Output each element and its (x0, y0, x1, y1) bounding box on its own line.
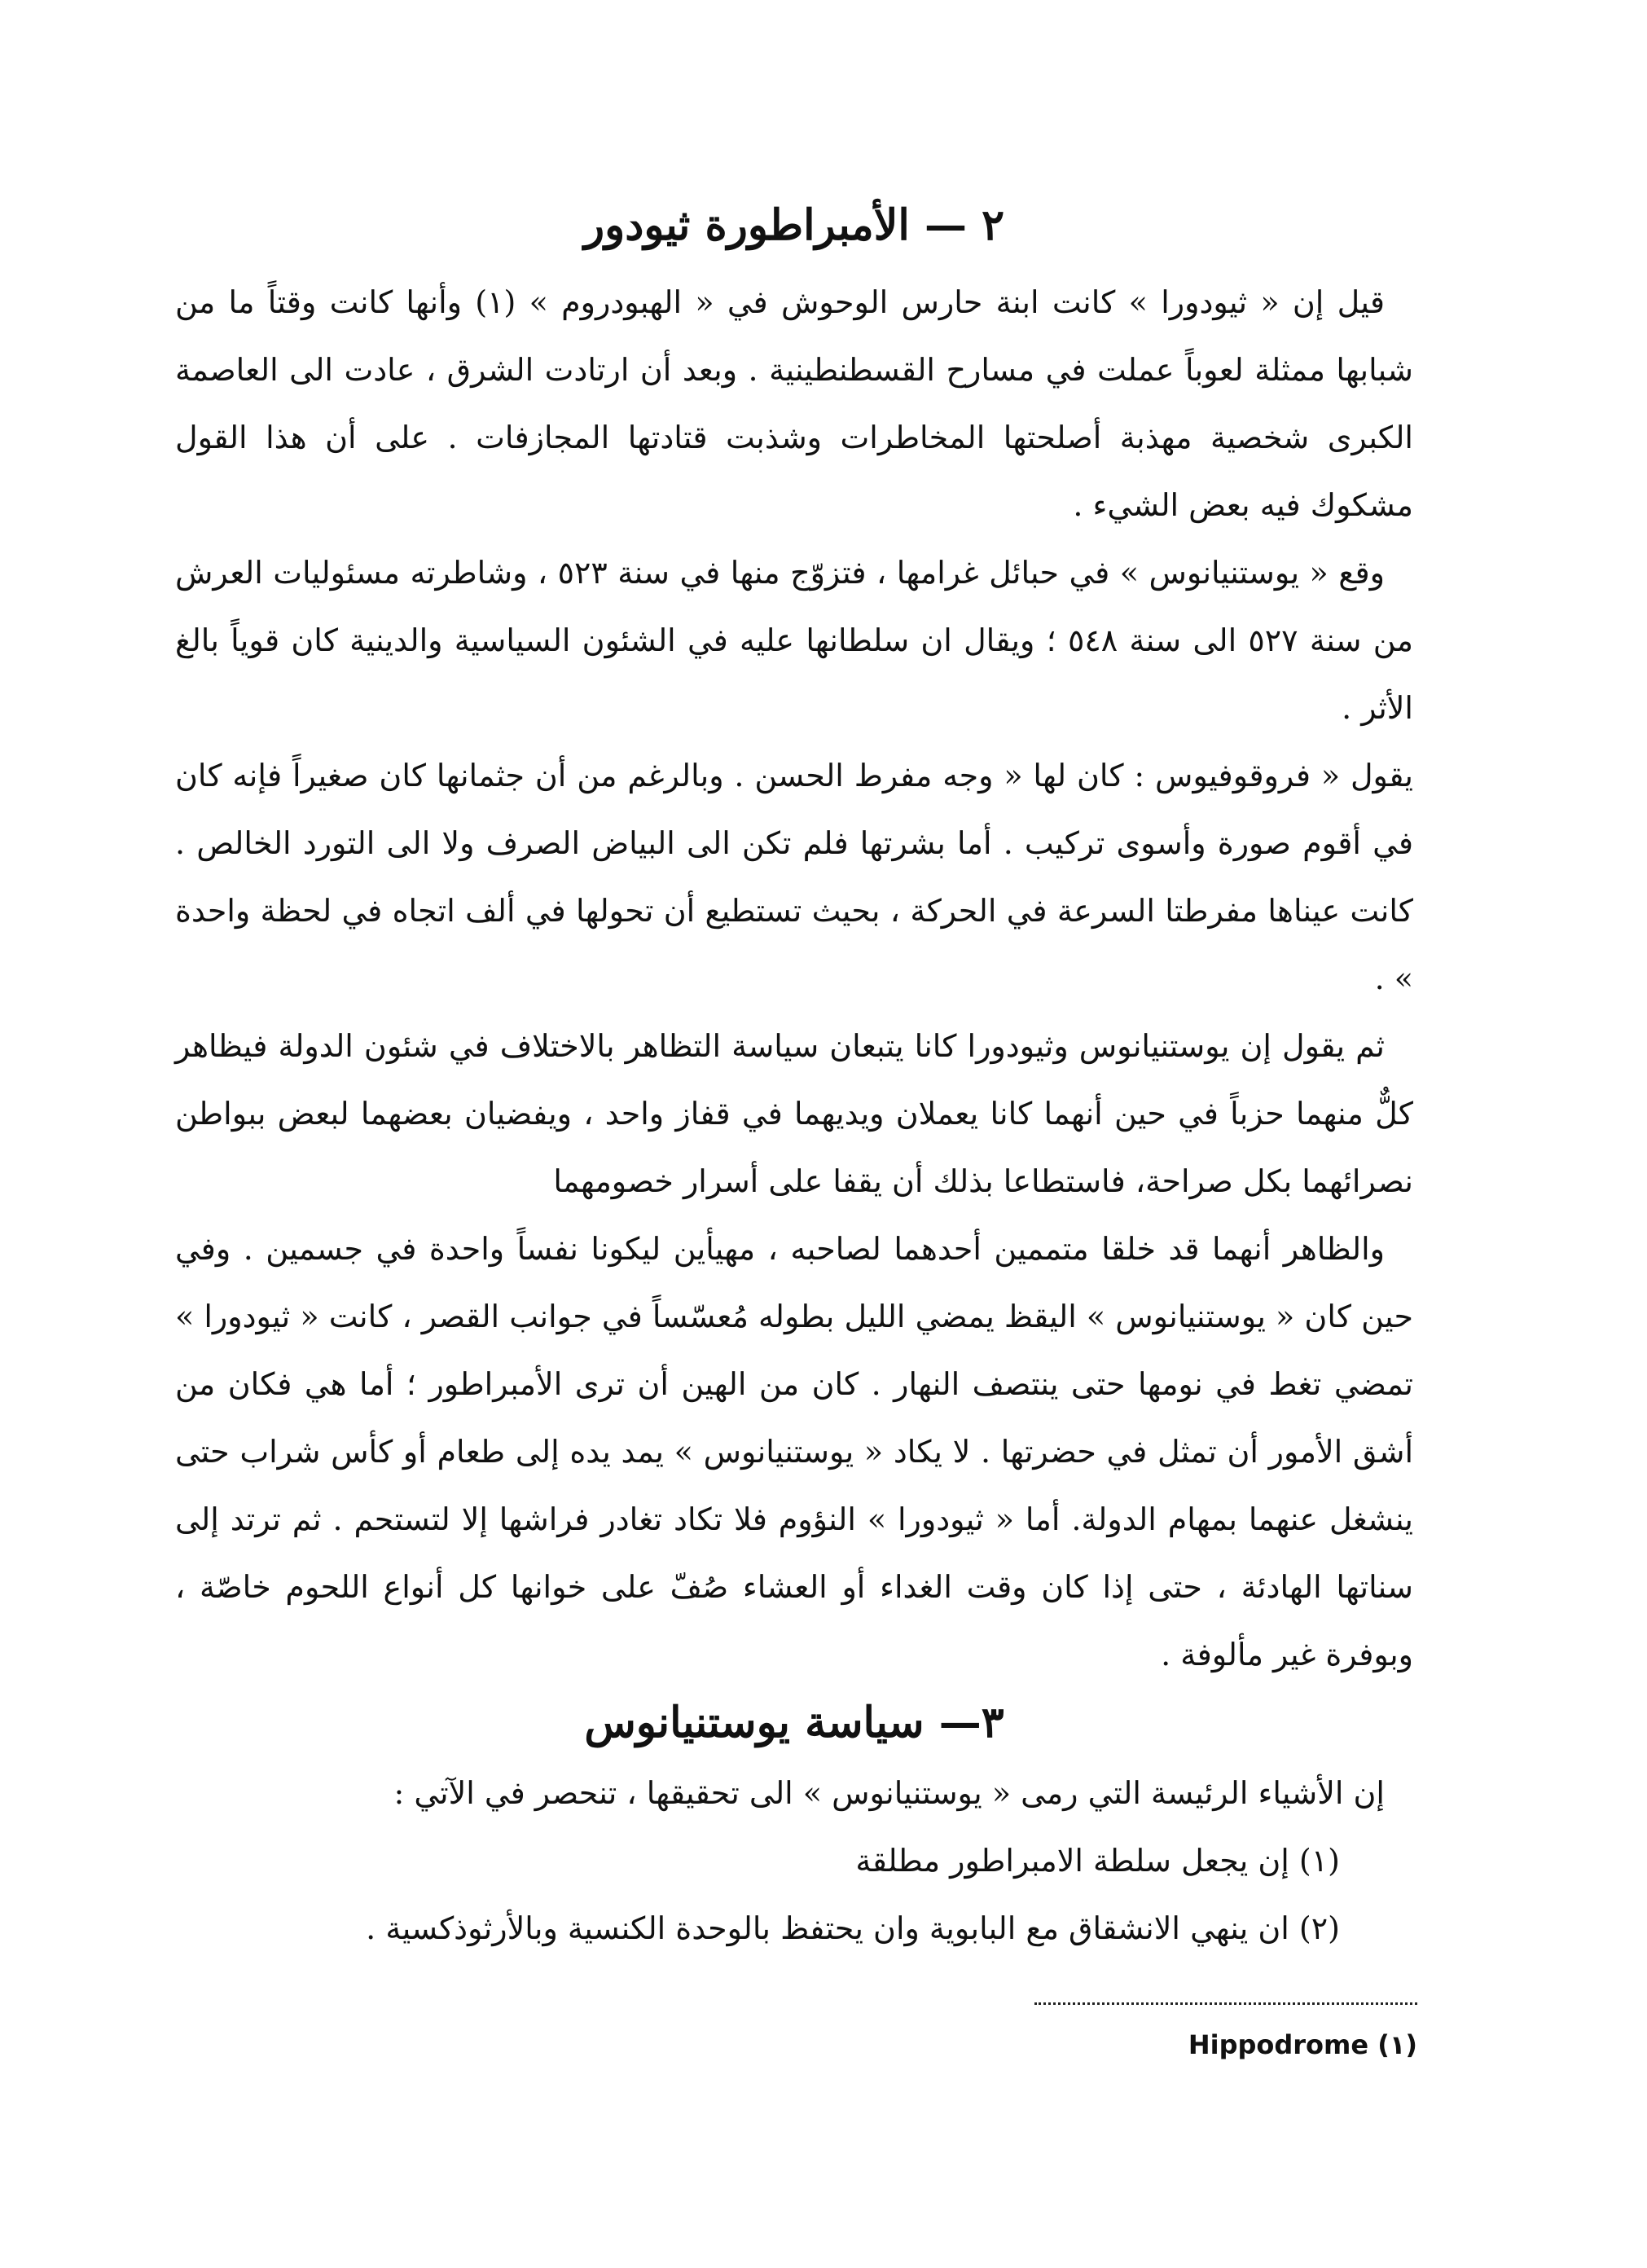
list-item-2: (٢) ان ينهي الانشقاق مع البابوية وان يحتفظ بالوحدة الكنسية وبالأرثوذكسية . (366, 1910, 1340, 1946)
list-item-1: (١) إن يجعل سلطة الامبراطور مطلقة (855, 1843, 1340, 1879)
paragraph-marriage: وقع « يوستنيانوس » في حبائل غرامها ، فتزوّج منها في سنة ٥٢٣ ، وشاطرته مسئوليات العرش من سنة ٥٢٧ الى سنة ٥٤٨ ؛ ويقال ان سلطانها عليه في الشئون السياسية والدينية كان قوياً بالغ الأثر . (175, 555, 1414, 726)
section-2-heading: ٢ — الأمبراطورة ثيودور (583, 200, 1005, 250)
footnote-divider (1034, 2002, 1417, 2005)
paragraph-procopius-quote: يقول « فروقوفيوس : كان لها « وجه مفرط الحسن . وبالرغم من أن جثمانها كان صغيراً فإنه كان في أقوم صورة وأسوى تركيب . أما بشرتها فلم تكن الى البياض الصرف ولا الى التورد الخالص . كانت عيناها مفرطتا السرعة في الحركة ، بحيث تستطيع أن تحولها في ألف اتجاه في لحظة واحدة » . (175, 758, 1413, 996)
section-3-heading: ٣— سياسة يوستنيانوس (584, 1698, 1004, 1747)
footnote-hippodrome: Hippodrome (١) (1188, 2029, 1417, 2060)
section-2-body (175, 269, 1413, 1689)
paragraph-complementary-couple: والظاهر أنهما قد خلقا متممين أحدهما لصاحبه ، مهيأين ليكونا نفساً واحدة في جسمين . وفي حين كان « يوستنيانوس » اليقظ يمضي الليل بطوله مُعسّساً في جوانب القصر ، كانت « ثيودورا » تمضي تغط في نومها حتى ينتصف النهار . كان من الهين أن ترى الأمبراطور ؛ أما هي فكان من أشق الأمور أن تمثل في حضرتها . لا يكاد « يوستنيانوس » يمد يده إلى طعام أو كأس شراب حتى ينشغل عنهما بمهام الدولة. أما « ثيودورا » النؤوم فلا تكاد تغادر فراشها إلا لتستحم . ثم ترتد إلى سناتها الهادئة ، حتى إذا كان وقت الغداء أو العشاء صُفّ على خوانها كل أنواع اللحوم خاصّة ، وبوفرة غير مألوفة . (175, 1231, 1413, 1672)
paragraph-theodora-origin: قيل إن « ثيودورا » كانت ابنة حارس الوحوش في « الهبودروم » (١) وأنها كانت وقتاً ما من شبابها ممثلة لعوباً عملت في مسارح القسطنطينية . وبعد أن ارتادت الشرق ، عادت الى العاصمة الكبرى شخصية مهذبة أصلحتها المخاطرات وشذبت قتادتها المجازفات . على أن هذا القول مشكوك فيه بعض الشيء . (175, 284, 1413, 523)
section-3-intro: إن الأشياء الرئيسة التي رمى « يوستنيانوس » الى تحقيقها ، تنحصر في الآتي : (393, 1775, 1385, 1811)
section-3-body (175, 1760, 1413, 1963)
paragraph-policy-of-pretence: ثم يقول إن يوستنيانوس وثيودورا كانا يتبعان سياسة التظاهر بالاختلاف في شئون الدولة فيظاهر كلٌّ منهما حزباً في حين أنهما كانا يعملان ويديهما في قفاز واحد ، ويفضيان بعضهما لبعض ببواطن نصرائهما بكل صراحة، فاستطاعا بذلك أن يقفا على أسرار خصومهما (175, 1028, 1413, 1199)
